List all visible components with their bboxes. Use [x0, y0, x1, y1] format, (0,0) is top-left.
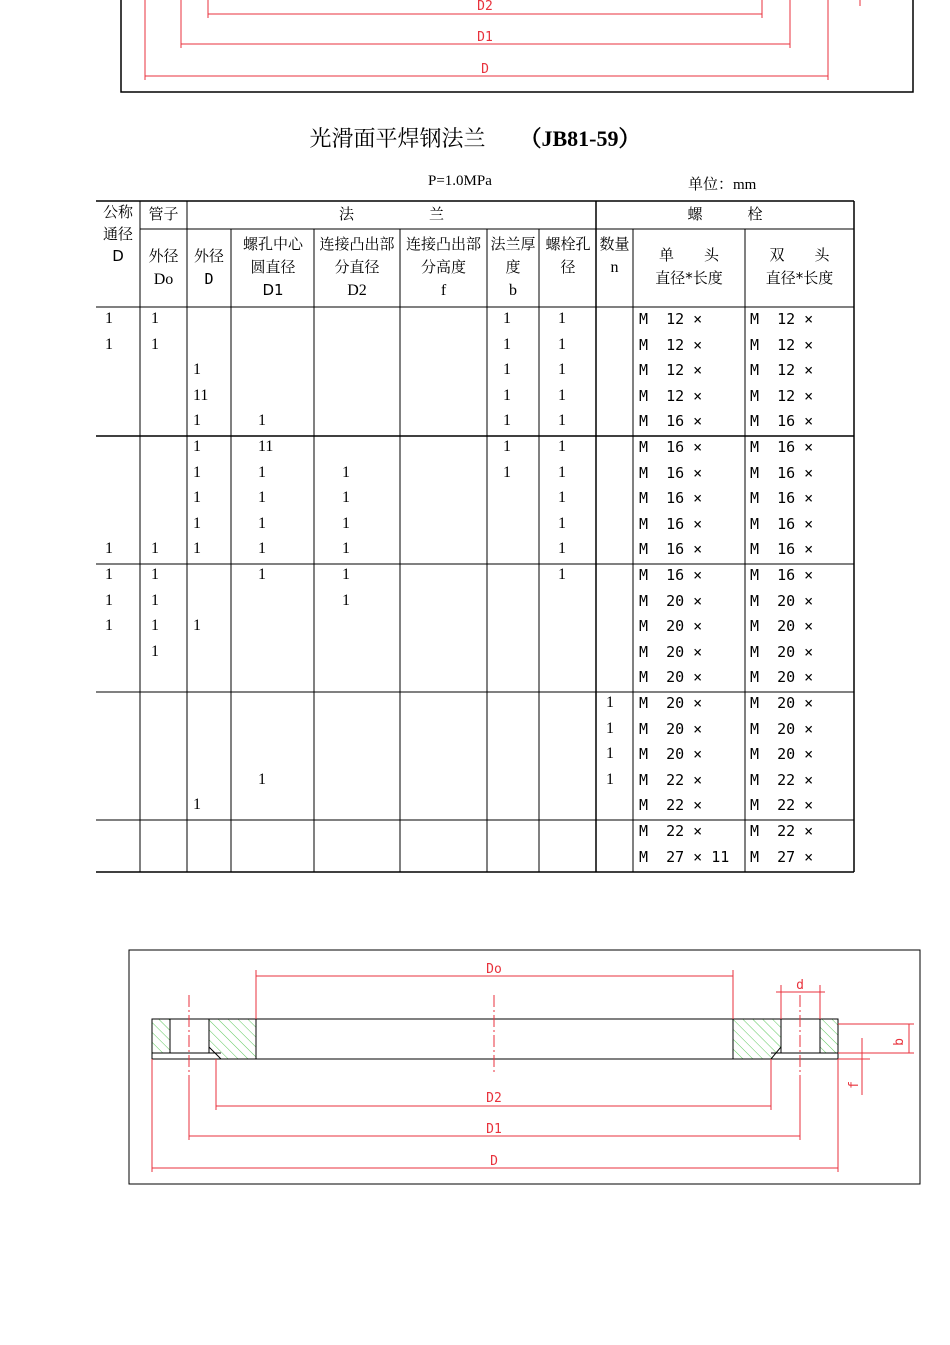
cell-single: M 27 × 11 — [639, 847, 730, 866]
cell-n: 1 — [606, 719, 614, 737]
cell-dn: 1 — [105, 310, 113, 327]
cell-do: 1 — [151, 642, 159, 660]
cell-single: M 12 × — [639, 335, 703, 354]
cell-do: 1 — [151, 566, 159, 583]
cell-do: 1 — [151, 617, 159, 635]
pressure-label: P=1.0MPa — [428, 173, 492, 189]
header-bolt: 螺 栓 — [687, 205, 763, 223]
label-d-hole: d — [796, 978, 804, 993]
cell-n: 1 — [606, 770, 614, 788]
cell-double: M 20 × — [750, 745, 814, 764]
label-d2: D2 — [486, 1091, 502, 1106]
cell-do: 1 — [151, 310, 159, 327]
cell-d2: 1 — [342, 540, 350, 558]
header-hole: 螺栓孔径 — [545, 235, 591, 276]
cell-double: M 20 × — [750, 668, 814, 687]
cell-d2: 1 — [342, 591, 350, 609]
header-flange-od: 外径 D — [193, 247, 224, 288]
cell-double: M 16 × — [750, 463, 814, 482]
cell-d2: 1 — [342, 514, 350, 532]
cell-single: M 16 × — [639, 540, 703, 559]
cell-double: M 27 × — [750, 847, 814, 866]
header-flange: 法 兰 — [338, 205, 444, 223]
cell-double: M 12 × — [750, 386, 814, 405]
cell-double: M 16 × — [750, 514, 814, 533]
cell-n: 1 — [606, 745, 614, 763]
header-pipe-od: 外径 Do — [148, 247, 179, 288]
cell-single: M 20 × — [639, 591, 703, 610]
title-standard: （JB81-59） — [519, 126, 641, 151]
cell-d: 1 — [193, 489, 201, 507]
top-label-d2: D2 — [477, 0, 493, 14]
cell-d: 1 — [193, 438, 201, 455]
label-do: Do — [486, 962, 502, 977]
header-raised-dia: 连接凸出部分直径 D2 — [319, 235, 395, 299]
cell-h: 1 — [558, 489, 566, 507]
cell-d: 1 — [193, 540, 201, 558]
cell-single: M 22 × — [639, 796, 703, 815]
header-double: 双 头 直径*长度 — [765, 246, 834, 287]
cell-single: M 20 × — [639, 719, 703, 738]
cell-double: M 16 × — [750, 566, 814, 584]
cell-single: M 20 × — [639, 745, 703, 764]
cell-b: 1 — [503, 310, 511, 327]
header-thickness: 法兰厚度 b — [490, 235, 536, 299]
cell-double: M 12 × — [750, 310, 814, 328]
cell-single: M 20 × — [639, 617, 703, 636]
cell-b: 1 — [503, 335, 511, 353]
cell-d: 1 — [193, 617, 201, 635]
cell-double: M 20 × — [750, 591, 814, 610]
cell-h: 1 — [558, 335, 566, 353]
cell-single: M 22 × — [639, 770, 703, 789]
cell-double: M 16 × — [750, 489, 814, 508]
cell-double: M 20 × — [750, 719, 814, 738]
cell-dn: 1 — [105, 540, 113, 558]
cell-do: 1 — [151, 591, 159, 609]
cell-single: M 12 × — [639, 386, 703, 405]
header-qty: 数量 n — [599, 235, 630, 276]
flange-section-drawing — [0, 940, 950, 1190]
cell-single: M 16 × — [639, 463, 703, 482]
cell-d: 1 — [193, 514, 201, 532]
cell-d1: 1 — [258, 514, 266, 532]
cell-double: M 16 × — [750, 438, 814, 456]
top-label-d1: D1 — [477, 30, 493, 45]
header-raised-height: 连接凸出部分高度 f — [405, 235, 481, 299]
cell-n: 1 — [606, 694, 614, 711]
cell-double: M 22 × — [750, 822, 814, 840]
header-dn: 公称通径D — [102, 203, 133, 265]
cell-single: M 20 × — [639, 694, 703, 712]
cell-d1: 1 — [258, 489, 266, 507]
cell-h: 1 — [558, 386, 566, 404]
cell-dn: 1 — [105, 335, 113, 353]
cell-single: M 12 × — [639, 361, 703, 380]
cell-double: M 22 × — [750, 770, 814, 789]
cell-h: 1 — [558, 514, 566, 532]
cell-d1: 1 — [258, 566, 266, 583]
cell-single: M 12 × — [639, 310, 703, 328]
cell-b: 1 — [503, 386, 511, 404]
unit-label: 单位：mm — [688, 177, 757, 193]
cell-d: 11 — [193, 386, 209, 404]
label-f: f — [847, 1081, 862, 1089]
cell-single: M 16 × — [639, 489, 703, 508]
cell-h: 1 — [558, 540, 566, 558]
header-single: 单 头 直径*长度 — [655, 246, 723, 287]
cell-dn: 1 — [105, 617, 113, 635]
cell-single: M 16 × — [639, 438, 703, 456]
cell-single: M 20 × — [639, 668, 703, 687]
title-main: 光滑面平焊钢法兰 — [309, 127, 486, 152]
cell-d2: 1 — [342, 463, 350, 481]
cell-d2: 1 — [342, 489, 350, 507]
cell-h: 1 — [558, 310, 566, 327]
cell-d: 1 — [193, 796, 201, 814]
cell-d1: 1 — [258, 770, 266, 788]
cell-d: 1 — [193, 412, 201, 430]
header-bolt-circle: 螺孔中心圆直径 D1 — [242, 235, 303, 299]
cell-do: 1 — [151, 540, 159, 558]
cell-h: 1 — [558, 463, 566, 481]
label-d: D — [490, 1154, 498, 1169]
cell-b: 1 — [503, 361, 511, 379]
cell-b: 1 — [503, 438, 511, 455]
cell-double: M 12 × — [750, 335, 814, 354]
cell-d: 1 — [193, 463, 201, 481]
cell-single: M 22 × — [639, 822, 703, 840]
header-pipe: 管子 — [148, 205, 179, 223]
label-b: b — [892, 1038, 907, 1046]
cell-do: 1 — [151, 335, 159, 353]
cell-d2: 1 — [342, 566, 350, 583]
cell-double: M 20 × — [750, 642, 814, 661]
cell-h: 1 — [558, 438, 566, 455]
cell-d1: 1 — [258, 463, 266, 481]
cell-h: 1 — [558, 412, 566, 430]
cell-dn: 1 — [105, 591, 113, 609]
cell-single: M 16 × — [639, 514, 703, 533]
cell-b: 1 — [503, 412, 511, 430]
cell-d1: 1 — [258, 412, 266, 430]
cell-single: M 20 × — [639, 642, 703, 661]
cell-double: M 12 × — [750, 361, 814, 380]
cell-b: 1 — [503, 463, 511, 481]
label-d1: D1 — [486, 1122, 502, 1137]
cell-double: M 20 × — [750, 694, 814, 712]
cell-dn: 1 — [105, 566, 113, 583]
cell-double: M 16 × — [750, 412, 814, 431]
top-label-d: D — [481, 62, 489, 77]
cell-d1: 1 — [258, 540, 266, 558]
cell-double: M 22 × — [750, 796, 814, 815]
cell-h: 1 — [558, 566, 566, 583]
cell-double: M 20 × — [750, 617, 814, 636]
cell-double: M 16 × — [750, 540, 814, 559]
cell-single: M 16 × — [639, 412, 703, 431]
cell-h: 1 — [558, 361, 566, 379]
cell-single: M 16 × — [639, 566, 703, 584]
cell-d1: 11 — [258, 438, 274, 455]
cell-d: 1 — [193, 361, 201, 379]
